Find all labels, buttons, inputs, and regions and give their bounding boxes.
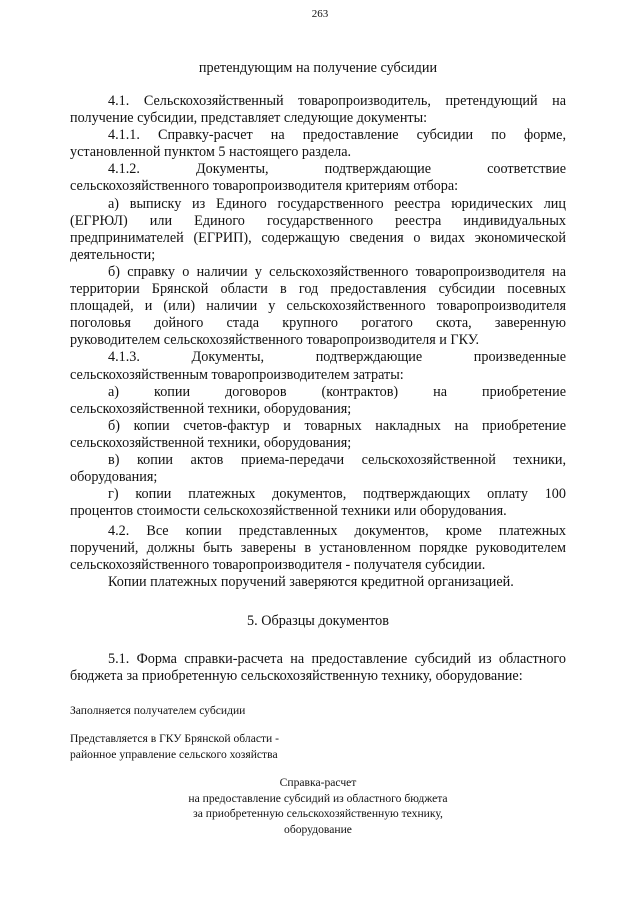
text-line: а) копии договоров (контрактов) на приобретение bbox=[108, 383, 566, 400]
text-line: в) копии актов приема-передачи сельскохозяйственной техники, bbox=[108, 451, 566, 468]
text-line: руководителем сельскохозяйственного товаропроизводителя и ГКУ. bbox=[70, 332, 480, 349]
text-line: сельскохозяйственной техники, оборудования; bbox=[70, 434, 352, 451]
text-line: г) копии платежных документов, подтверждающих оплату 100 bbox=[108, 486, 566, 503]
text-line: оборудования; bbox=[70, 469, 158, 486]
text-line: 4.1.1. Справку-расчет на предоставление субсидии по форме, bbox=[108, 127, 566, 144]
text-line: 5.1. Форма справки-расчета на предоставление субсидий из областного bbox=[108, 651, 566, 667]
text-line: Справка-расчет bbox=[279, 776, 357, 789]
text-line: за приобретенную сельскохозяйственную технику, bbox=[193, 807, 443, 821]
text-line: процентов стоимости сельскохозяйственной техники или оборудования. bbox=[70, 503, 507, 520]
text-line: 4.1.2. Документы, подтверждающие соответствие bbox=[108, 161, 566, 178]
text-line: бюджета за приобретенную сельскохозяйственную технику, оборудование: bbox=[70, 668, 523, 685]
text-line: 4.2. Все копии представленных документов, кроме платежных bbox=[108, 523, 566, 539]
text-line: территории Брянской области в год предоставления субсидии посевных bbox=[70, 281, 566, 298]
text-line: Копии платежных поручений заверяются кредитной организацией. bbox=[108, 574, 514, 591]
text-line: деятельности; bbox=[70, 246, 156, 263]
text-line: площадей, и (или) наличии у сельскохозяйственного товаропроизводителя bbox=[70, 298, 566, 315]
text-line: б) справку о наличии у сельскохозяйственного товаропроизводителя на bbox=[108, 263, 566, 280]
form-filled-by: Заполняется получателем субсидии bbox=[70, 704, 246, 717]
text-line: оборудование bbox=[284, 822, 352, 836]
text-line: а) выписку из Единого государственного реестра юридических лиц bbox=[108, 195, 566, 212]
text-line: 4.1.3. Документы, подтверждающие произведенные bbox=[108, 349, 566, 366]
text-line: сельскохозяйственного товаропроизводителя - получателя субсидии. bbox=[70, 557, 486, 574]
form-submitted-to bbox=[70, 731, 566, 762]
text-line: сельскохозяйственным товаропроизводителем затраты: bbox=[70, 366, 404, 383]
section-4-1 bbox=[70, 93, 566, 520]
text-line: предпринимателей (ЕГРИП), содержащую сведения о видах экономической bbox=[70, 229, 566, 246]
heading-continuation: претендующим на получение субсидии bbox=[198, 60, 438, 76]
text-line: 4.1. Сельскохозяйственный товаропроизводитель, претендующий на bbox=[108, 93, 566, 109]
section-4-2 bbox=[70, 523, 566, 591]
text-line: сельскохозяйственной техники, оборудования; bbox=[70, 400, 352, 417]
section-5-title: 5. Образцы документов bbox=[247, 613, 389, 629]
text-line: установленной пунктом 5 настоящего раздела. bbox=[70, 144, 352, 161]
form-title bbox=[70, 775, 566, 837]
text-line: получение субсидии, представляет следующие документы: bbox=[70, 110, 428, 127]
text-line: сельскохозяйственного товаропроизводителя критериям отбора: bbox=[70, 178, 459, 195]
text-line: на предоставление субсидий из областного бюджета bbox=[188, 791, 448, 805]
page-number: 263 bbox=[311, 8, 329, 20]
text-line: районное управление сельского хозяйства bbox=[70, 747, 278, 761]
text-line: поголовья дойного стада крупного рогатого скота, заверенную bbox=[70, 315, 566, 332]
text-line: (ЕГРЮЛ) или Единого государственного реестра индивидуальных bbox=[70, 212, 566, 229]
text-line: поручений, должны быть заверены в установленном порядке руководителем bbox=[70, 540, 566, 557]
text-line: Представляется в ГКУ Брянской области - bbox=[70, 732, 280, 745]
text-line: б) копии счетов-фактур и товарных накладных на приобретение bbox=[108, 417, 566, 434]
section-5-1 bbox=[70, 651, 566, 685]
